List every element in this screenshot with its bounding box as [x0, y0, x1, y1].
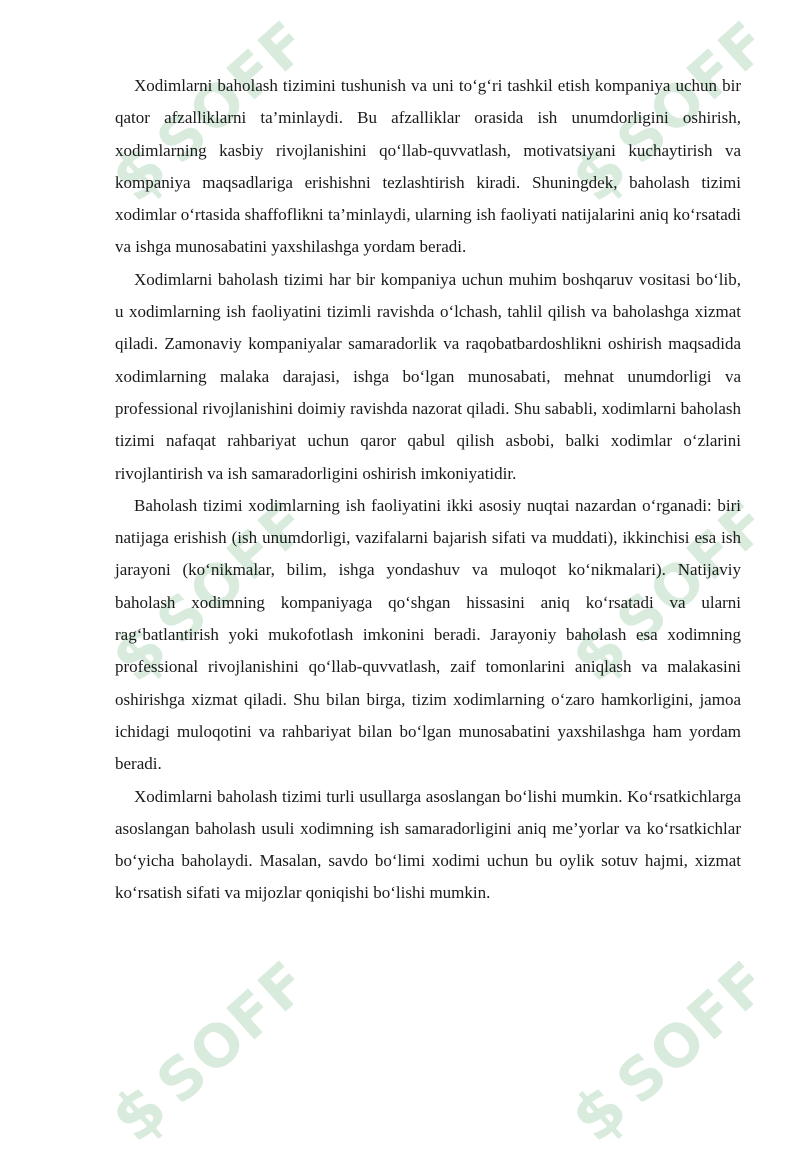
watermark-logo: $SOFF: [96, 7, 322, 218]
document-body: [115, 70, 741, 910]
paragraph-4: Xodimlarni baholash tizimi turli usullarga asoslangan bo‘lishi mumkin. Ko‘rsatkichlarga asoslangan baholash usuli xodimning ish samaradorligini aniq me’yorlar va ko‘rsatkichlar bo‘yicha baholaydi. Masalan, savdo bo‘limi xodimi uchun bu oylik sotuv hajmi, xizmat ko‘rsatish sifati va mijozlar qoniqishi bo‘lishi mumkin.: [115, 786, 741, 903]
watermark-logo: $SOFF: [96, 487, 322, 698]
watermark-logo: $SOFF: [556, 7, 782, 218]
watermark-logo: $SOFF: [96, 947, 322, 1157]
paragraph-3: Baholash tizimi xodimlarning ish faoliyatini ikki asosiy nuqtai nazardan o‘rganadi: biri natijaga erishish (ish unumdorligi, vazifalarni bajarish sifati va muddati), ikkinchisi esa ish jarayoni (ko‘nikmalar, bilim, ishga yondashuv va muloqot ko‘nikmalari). Natijaviy baholash xodimning kompaniyaga qo‘shgan hissasini aniq ko‘rsatadi va ularni rag‘batlantirish yoki mukofotlash imkonini beradi. Jarayoniy baholash esa xodimning professional rivojlanishini qo‘llab-quvvatlash, zaif tomonlarini aniqlash va malakasini oshirishga xizmat qiladi. Shu bilan birga, tizim xodimlarning o‘zaro hamkorligini, jamoa ichidagi muloqotini va rahbariyat bilan bo‘lgan munosabatini yaxshilashga ham yordam beradi.: [115, 495, 741, 774]
paragraph-1: Xodimlarni baholash tizimini tushunish va uni to‘g‘ri tashkil etish kompaniya uchun bir qator afzalliklarni ta’minlaydi. Bu afzalliklar orasida ish unumdorligini oshirish, xodimlarning kasbiy rivojlanishini qo‘llab-quvvatlash, motivatsiyani kuchaytirish va kompaniya maqsadlariga erishishni tezlashtirish kiradi. Shuningdek, baholash tizimi xodimlar o‘rtasida shaffoflikni ta’minlaydi, ularning ish faoliyati natijalarini aniq ko‘rsatadi va ishga munosabatini yaxshilashga yordam beradi.: [115, 76, 741, 257]
paragraph-2: Xodimlarni baholash tizimi har bir kompaniya uchun muhim boshqaruv vositasi bo‘lib, u xodimlarning ish faoliyatini tizimli ravishda o‘lchash, tahlil qilish va baholashga xizmat qiladi. Zamonaviy kompaniyalar samaradorlik va raqobatbardoshlikni oshirish maqsadida xodimlarning malaka darajasi, ishga bo‘lgan munosabati, mehnat unumdorligi va professional rivojlanishini doimiy ravishda nazorat qiladi. Shu sababli, xodimlarni baholash tizimi nafaqat rahbariyat uchun qaror qabul qilish asbobi, balki xodimlar o‘zlarini rivojlantirish va ish samaradorligini oshirish imkoniyatidir.: [115, 269, 741, 483]
watermark-logo: $SOFF: [556, 947, 782, 1157]
watermark-logo: $SOFF: [556, 487, 782, 698]
